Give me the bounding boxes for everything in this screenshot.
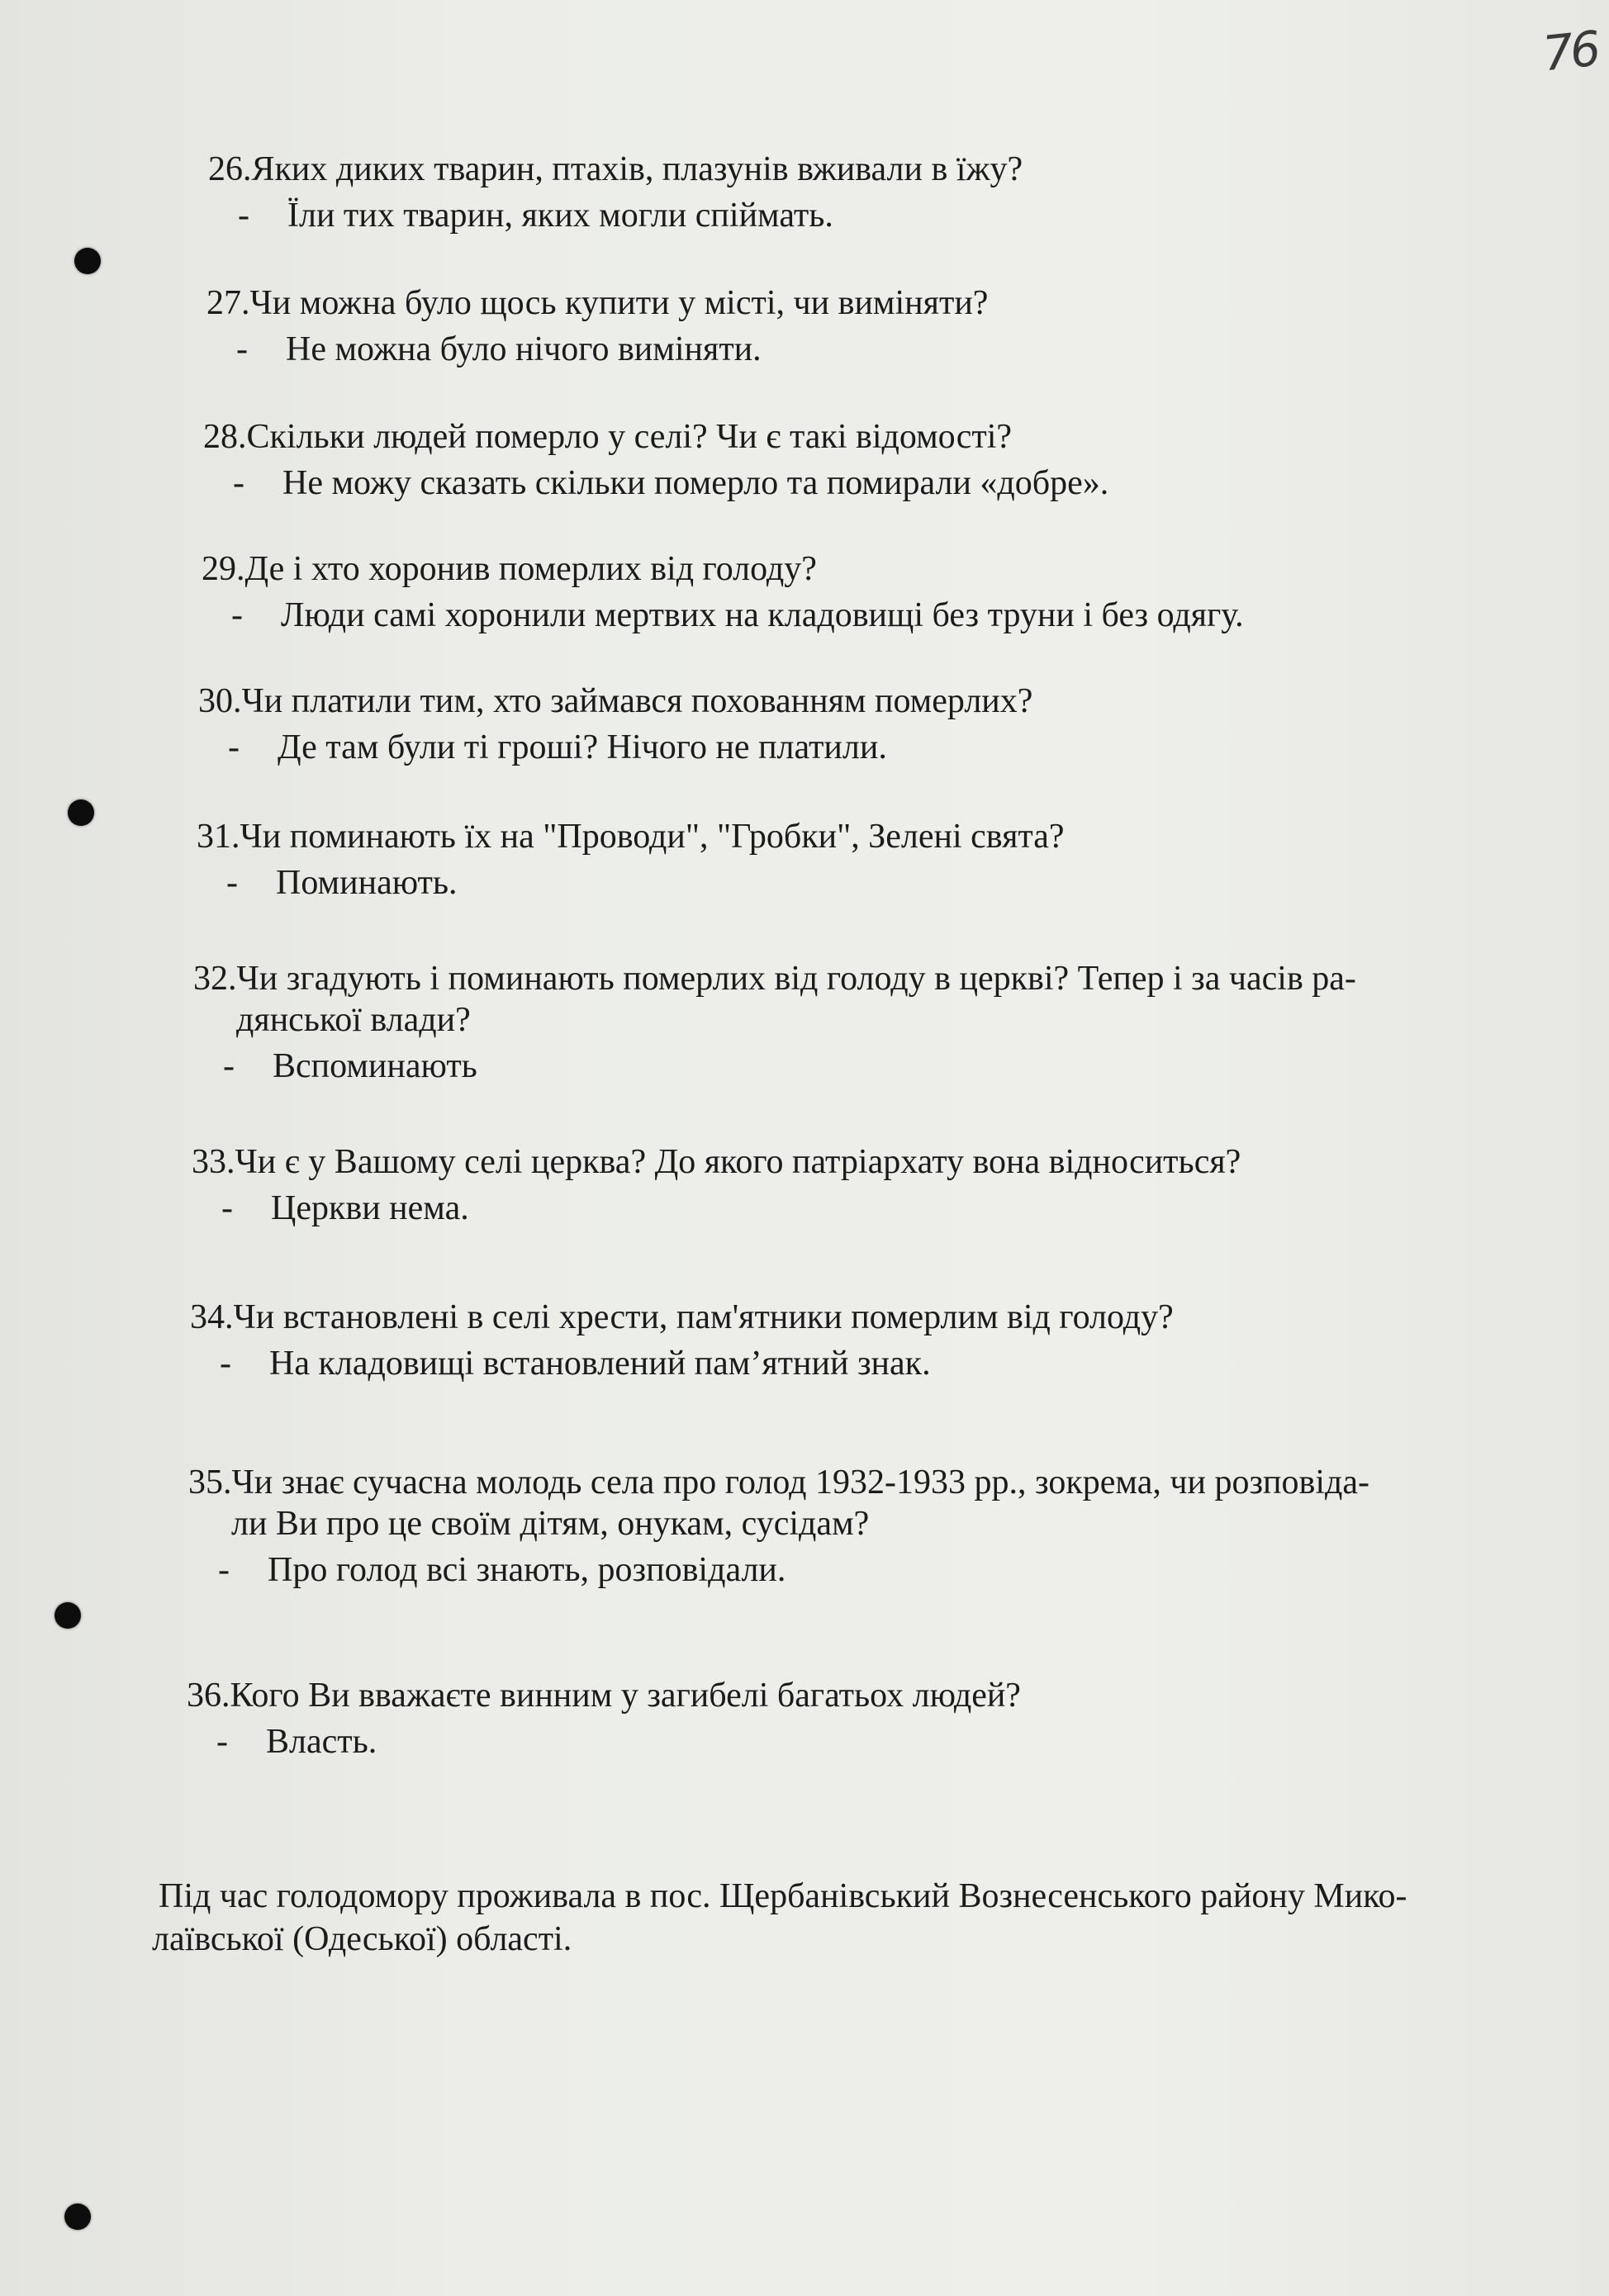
answer: - Люди самі хоронили мертвих на кладовищі без труни і без одягу. <box>231 596 1244 634</box>
punch-hole-3 <box>55 1602 81 1629</box>
answer: - Їли тих тварин, яких могли спіймать. <box>238 197 833 235</box>
question: 36.Кого Ви вважаєте винним у загибелі багатьох людей? <box>187 1677 1021 1715</box>
question: 29.Де і хто хоронив померлих від голоду? <box>202 550 817 588</box>
qa-item-27 <box>206 282 988 370</box>
question: 27.Чи можна було щось купити у місті, чи виміняти? <box>206 284 989 322</box>
question: 34.Чи встановлені в селі хрести, пам'ятники померлим від голоду? <box>190 1298 1174 1336</box>
answer: - Церкви нема. <box>221 1189 469 1227</box>
answer: - Де там були ті гроші? Нічого не платили. <box>228 728 887 766</box>
answer: - Про голод всі знають, розповідали. <box>218 1551 786 1589</box>
answer: - Не можу сказать скільки померло та помирали «добре». <box>233 464 1109 502</box>
answer: - Власть. <box>216 1723 377 1761</box>
punch-hole-4 <box>64 2203 91 2230</box>
question-continuation: дянської влади? <box>236 1001 471 1039</box>
question-continuation: ли Ви про це своїм дітям, онукам, сусідам? <box>231 1505 870 1543</box>
answer: - Вспоминають <box>223 1047 477 1085</box>
qa-item-26 <box>208 149 1023 236</box>
qa-item-33 <box>192 1141 1241 1229</box>
question: 26.Яких диких тварин, птахів, плазунів вживали в їжу? <box>208 150 1023 188</box>
qa-item-32 <box>193 958 1356 1087</box>
question: 31.Чи поминають їх на "Проводи", "Гробки", Зелені свята? <box>197 818 1065 856</box>
qa-item-36 <box>187 1675 1021 1762</box>
question: 35.Чи знає сучасна молодь села про голод 1932-1933 рр., зокрема, чи розповіда- <box>188 1463 1370 1501</box>
qa-item-34 <box>190 1297 1174 1384</box>
question: 28.Скільки людей померло у селі? Чи є такі відомості? <box>203 418 1013 456</box>
punch-hole-2 <box>68 799 94 826</box>
qa-item-30 <box>198 681 1032 768</box>
page-number: 76 <box>1540 20 1601 83</box>
residence-note <box>152 1875 1556 1961</box>
qa-item-31 <box>197 816 1065 904</box>
qa-item-29 <box>202 548 1244 636</box>
qa-item-35 <box>188 1462 1369 1591</box>
residence-note-line-1: Під час голодомору проживала в пос. Щербанівський Вознесенського району Мико- <box>159 1877 1407 1915</box>
qa-item-28 <box>203 416 1108 504</box>
answer: - Не можна було нічого виміняти. <box>236 330 762 368</box>
question: 30.Чи платили тим, хто займався похованням померлих? <box>198 682 1033 720</box>
answer: - На кладовищі встановлений пам’ятний знак. <box>220 1345 931 1383</box>
answer: - Поминають. <box>226 864 458 902</box>
residence-note-line-2: лаївської (Одеської) області. <box>152 1920 572 1958</box>
question: 33.Чи є у Вашому селі церква? До якого патріархату вона відноситься? <box>192 1143 1241 1181</box>
question: 32.Чи згадують і поминають померлих від голоду в церкві? Тепер і за часів ра- <box>193 960 1356 998</box>
punch-hole-1 <box>74 248 101 274</box>
